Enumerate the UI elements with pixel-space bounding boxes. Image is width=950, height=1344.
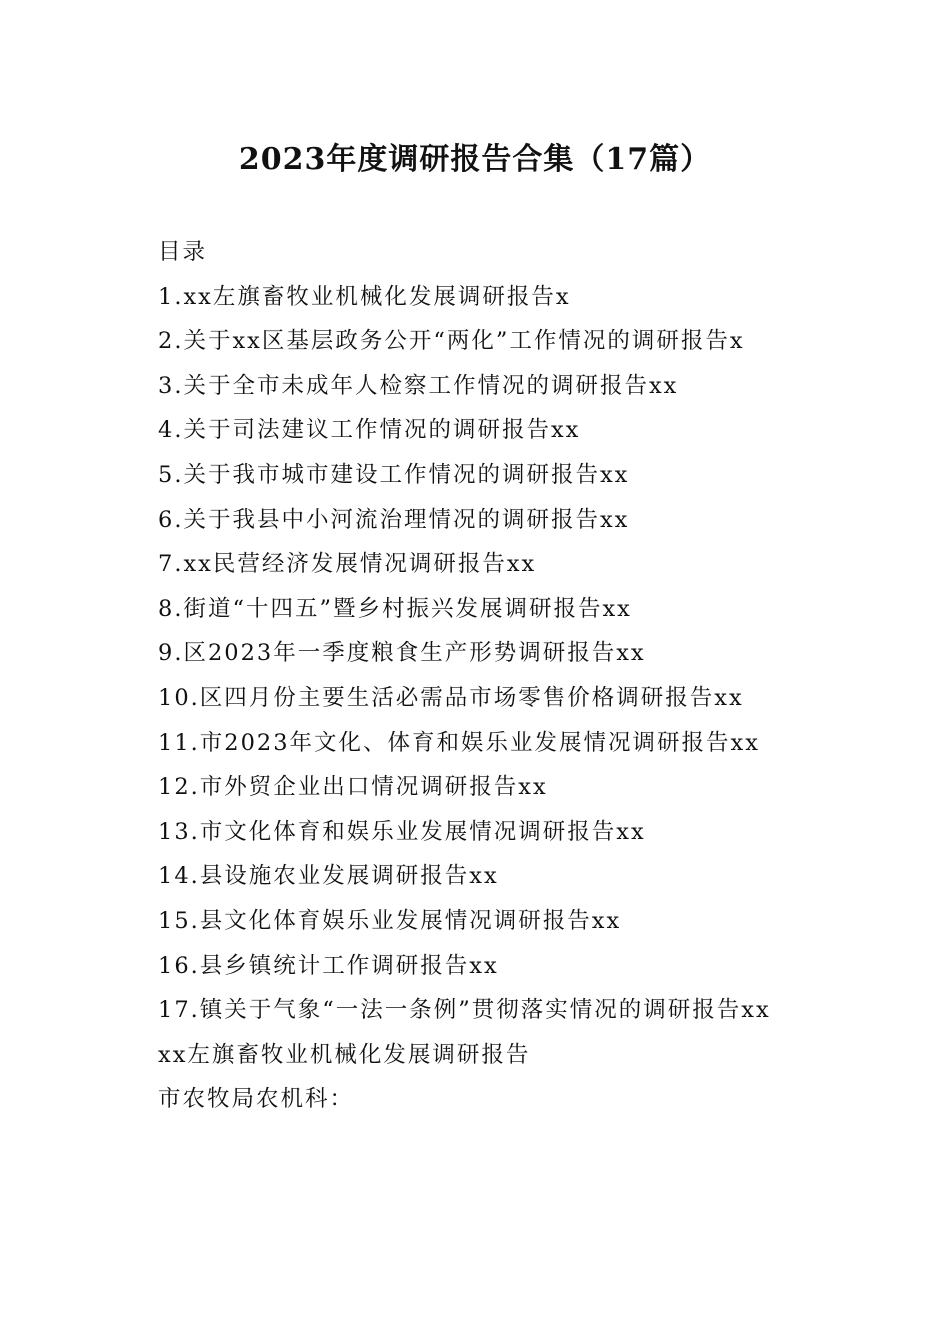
toc-item: 13.市文化体育和娱乐业发展情况调研报告xx — [158, 818, 646, 845]
toc-item: 4.关于司法建议工作情况的调研报告xx — [158, 417, 581, 444]
toc-item: 11.市2023年文化、体育和娱乐业发展情况调研报告xx — [158, 729, 760, 756]
recipient-line: 市农牧局农机科： — [158, 1086, 355, 1113]
toc-item: 1.xx左旗畜牧业机械化发展调研报告x — [158, 283, 571, 310]
section-title: xx左旗畜牧业机械化发展调研报告 — [158, 1041, 531, 1068]
toc-item: 15.县文化体育娱乐业发展情况调研报告xx — [158, 907, 622, 934]
toc-item: 7.xx民营经济发展情况调研报告xx — [158, 551, 537, 578]
toc-item: 9.区2023年一季度粮食生产形势调研报告xx — [158, 640, 646, 667]
toc-heading: 目录 — [158, 239, 208, 265]
toc-item: 8.街道“十四五”暨乡村振兴发展调研报告xx — [158, 595, 632, 622]
document-body — [158, 230, 858, 1122]
toc-item: 2.关于xx区基层政务公开“两化”工作情况的调研报告x — [158, 328, 745, 355]
toc-item: 17.镇关于气象“一法一条例”贯彻落实情况的调研报告xx — [158, 997, 771, 1024]
toc-item: 12.市外贸企业出口情况调研报告xx — [158, 774, 548, 801]
toc-item: 14.县设施农业发展调研报告xx — [158, 863, 499, 890]
toc-item: 5.关于我市城市建设工作情况的调研报告xx — [158, 461, 630, 488]
table-of-contents — [158, 275, 858, 1033]
toc-item: 3.关于全市未成年人检察工作情况的调研报告xx — [158, 372, 679, 399]
document-title: 2023年度调研报告合集（17篇） — [238, 142, 712, 177]
toc-item: 16.县乡镇统计工作调研报告xx — [158, 952, 499, 979]
toc-item: 10.区四月份主要生活必需品市场零售价格调研报告xx — [158, 684, 744, 711]
toc-item: 6.关于我县中小河流治理情况的调研报告xx — [158, 506, 630, 533]
